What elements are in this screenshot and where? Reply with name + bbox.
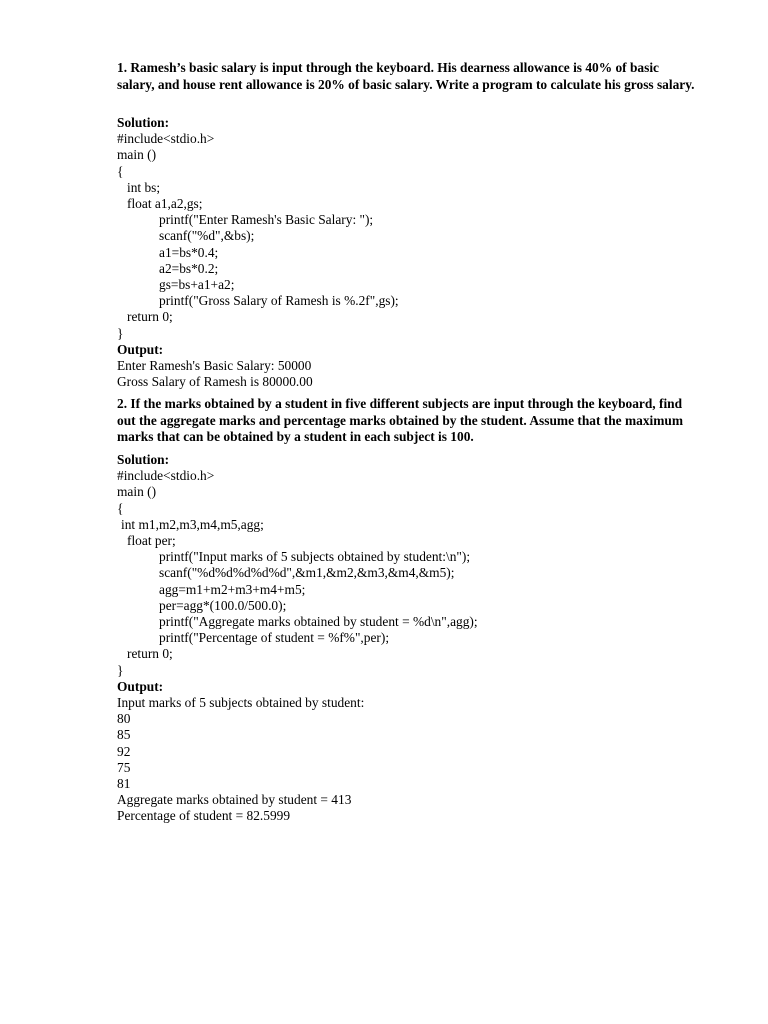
code-line: return 0; xyxy=(127,646,173,662)
code-line: printf("Enter Ramesh's Basic Salary: "); xyxy=(159,212,374,228)
code-line: agg=m1+m2+m3+m4+m5; xyxy=(159,581,306,597)
code-line: { xyxy=(117,500,124,516)
solution-label: Solution: xyxy=(117,452,170,467)
code-line: int bs; xyxy=(127,179,161,195)
code-line: float per; xyxy=(127,533,176,549)
code-line: printf("Gross Salary of Ramesh is %.2f",gs); xyxy=(159,293,399,309)
code-line: int m1,m2,m3,m4,m5,agg; xyxy=(121,516,264,532)
output-label: Output: xyxy=(117,678,164,694)
question-2-solution xyxy=(117,452,677,825)
code-line: #include<stdio.h> xyxy=(117,131,215,147)
output-line: Input marks of 5 subjects obtained by student: xyxy=(117,695,365,711)
code-line: main () xyxy=(117,484,157,500)
output-line: Enter Ramesh's Basic Salary: 50000 xyxy=(117,358,312,374)
code-line: scanf("%d%d%d%d%d",&m1,&m2,&m3,&m4,&m5); xyxy=(159,565,455,581)
output-line: Percentage of student = 82.5999 xyxy=(117,808,291,824)
output-line: Aggregate marks obtained by student = 413 xyxy=(117,792,352,808)
code-line: float a1,a2,gs; xyxy=(127,196,203,212)
question-1-solution xyxy=(117,115,677,390)
output-line: Gross Salary of Ramesh is 80000.00 xyxy=(117,374,313,390)
code-line: printf("Percentage of student = %f%",per); xyxy=(159,630,390,646)
output-line: 75 xyxy=(117,759,131,775)
code-line: return 0; xyxy=(127,309,173,325)
code-line: printf("Aggregate marks obtained by student = %d\n",agg); xyxy=(159,614,478,630)
output-line: 81 xyxy=(117,776,131,792)
code-line: #include<stdio.h> xyxy=(117,468,215,484)
output-line: 85 xyxy=(117,727,131,743)
code-line: scanf("%d",&bs); xyxy=(159,228,255,244)
code-line: { xyxy=(117,163,124,179)
code-line: printf("Input marks of 5 subjects obtained by student:\n"); xyxy=(159,549,471,565)
solution-label: Solution: xyxy=(117,115,170,130)
code-line: per=agg*(100.0/500.0); xyxy=(159,597,287,613)
output-line: 92 xyxy=(117,743,131,759)
code-line: gs=bs+a1+a2; xyxy=(159,277,235,293)
question-2-text: 2. If the marks obtained by a student in five different subjects are input through the keyboard, find out the aggregate marks and percentage marks obtained by the student. Assume that the maximum marks that can be obtained by a student in each subject is 100. xyxy=(117,396,683,444)
code-line: a2=bs*0.2; xyxy=(159,260,219,276)
output-line: 80 xyxy=(117,711,131,727)
code-line: } xyxy=(117,325,124,341)
code-line: a1=bs*0.4; xyxy=(159,244,219,260)
output-label: Output: xyxy=(117,341,164,357)
code-line: } xyxy=(117,662,124,678)
question-1-text: 1. Ramesh’s basic salary is input through the keyboard. His dearness allowance is 40% of basic salary, and house rent allowance is 20% of basic salary. Write a program to calculate his gross salary. xyxy=(117,60,695,92)
code-line: main () xyxy=(117,147,157,163)
